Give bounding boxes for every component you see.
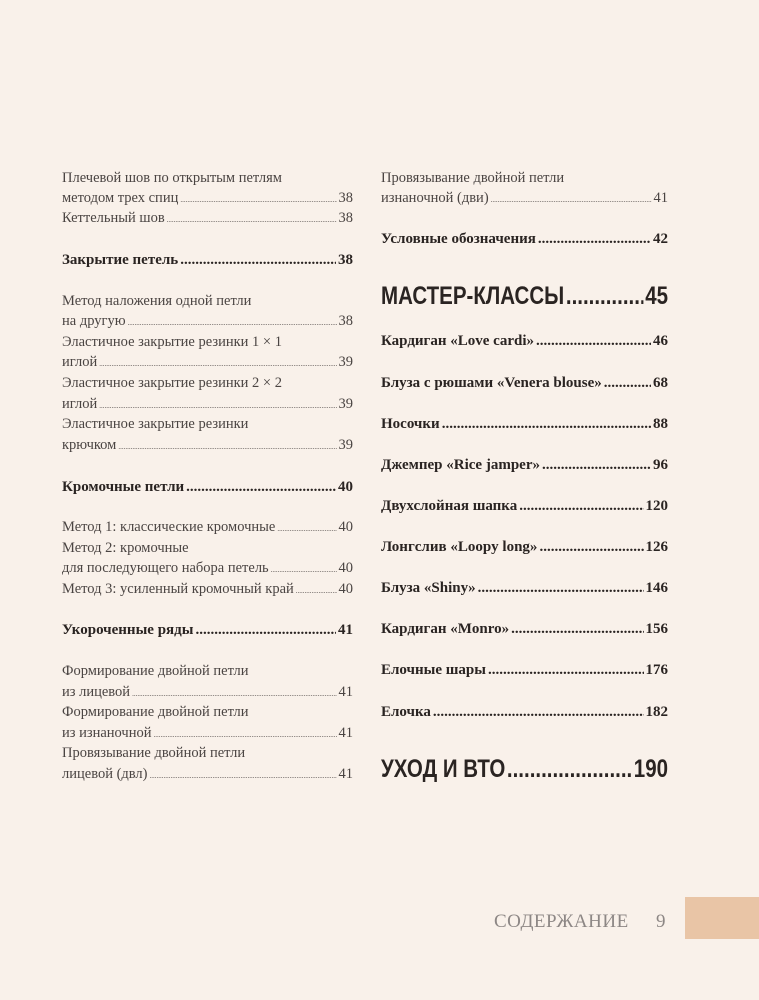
toc-entry-text: Формирование двойной петли <box>62 663 249 679</box>
toc-section[interactable] <box>381 333 668 350</box>
dot-leader <box>195 622 336 639</box>
toc-chapter[interactable] <box>381 755 668 784</box>
toc-page-number: 38 <box>338 190 353 206</box>
toc-chapter-title: МАСТЕР-КЛАССЫ <box>381 282 565 310</box>
toc-section-title: Блуза «Shiny» <box>381 580 476 596</box>
dot-leader <box>536 333 651 350</box>
toc-page-number: 88 <box>653 416 668 432</box>
dot-leader <box>566 282 644 311</box>
toc-page-number: 38 <box>338 210 353 226</box>
toc-page-number: 96 <box>653 457 668 473</box>
toc-entry-text: Формирование двойной петли <box>62 704 249 720</box>
toc-section-title: Закрытие петель <box>62 252 179 268</box>
dot-leader <box>491 190 652 207</box>
toc-entry-text: иглой <box>62 354 98 370</box>
toc-section[interactable] <box>381 662 668 679</box>
dot-leader <box>132 684 336 701</box>
toc-entry[interactable] <box>62 396 353 413</box>
toc-entry[interactable] <box>62 581 353 598</box>
toc-chapter[interactable] <box>381 282 668 311</box>
toc-entry[interactable] <box>62 560 353 577</box>
toc-page-number: 39 <box>338 354 353 370</box>
toc-entry-text: Провязывание двойной петли <box>62 745 246 761</box>
dot-leader <box>539 539 643 556</box>
toc-page-number: 41 <box>338 684 353 700</box>
dot-leader <box>507 755 632 784</box>
dot-leader <box>488 662 644 679</box>
toc-entry-text: Кеттельный шов <box>62 210 165 226</box>
toc-entry-text: Метод 3: усиленный кромочный край <box>62 581 294 597</box>
running-footer-title: СОДЕРЖАНИЕ <box>494 911 629 932</box>
toc-section[interactable] <box>381 231 668 248</box>
dot-leader <box>538 231 651 248</box>
dot-leader <box>99 396 336 413</box>
toc-page-number: 45 <box>645 282 668 310</box>
toc-entry[interactable] <box>62 354 353 371</box>
toc-entry-text: Метод 1: классические кромочные <box>62 519 276 535</box>
toc-section-title: Кардиган «Monro» <box>381 621 510 637</box>
page-number: 9 <box>656 911 666 932</box>
dot-leader <box>511 621 643 638</box>
toc-section-title: Блуза с рюшами «Venera blouse» <box>381 375 602 391</box>
toc-entry-text: крючком <box>62 437 117 453</box>
toc-page-number: 38 <box>338 313 353 329</box>
toc-section-title: Елочные шары <box>381 662 486 678</box>
dot-leader <box>118 437 336 454</box>
toc-entry[interactable] <box>381 190 668 207</box>
toc-page-number: 40 <box>338 581 353 597</box>
dot-leader <box>277 519 336 536</box>
toc-page-number: 126 <box>645 539 668 555</box>
toc-section[interactable] <box>381 416 668 433</box>
toc-page-number: 68 <box>653 375 668 391</box>
toc-page-number: 41 <box>338 622 353 638</box>
toc-entry[interactable] <box>62 210 353 227</box>
dot-leader <box>442 416 651 433</box>
toc-section-title: Кромочные петли <box>62 479 185 495</box>
toc-section-title: Носочки <box>381 416 440 432</box>
dot-leader <box>519 498 643 515</box>
toc-page-number: 41 <box>338 725 353 741</box>
page-tab-marker <box>685 897 759 939</box>
dot-leader <box>296 581 337 598</box>
toc-section[interactable] <box>381 704 668 721</box>
dot-leader <box>478 580 644 597</box>
toc-page-number: 120 <box>645 498 668 514</box>
dot-leader <box>186 479 336 496</box>
toc-section[interactable] <box>381 375 668 392</box>
toc-entry-text: для последующего набора петель <box>62 560 269 576</box>
toc-page-number: 42 <box>653 231 668 247</box>
toc-section[interactable] <box>62 479 353 496</box>
toc-page-number: 40 <box>338 519 353 535</box>
toc-section-title: Джемпер «Rice jamper» <box>381 457 540 473</box>
toc-entry[interactable] <box>62 519 353 536</box>
dot-leader <box>271 560 337 577</box>
toc-section[interactable] <box>381 621 668 638</box>
toc-section[interactable] <box>381 457 668 474</box>
toc-page-number: 40 <box>338 479 353 495</box>
dot-leader <box>604 375 651 392</box>
toc-entry-text: Метод 2: кромочные <box>62 540 189 556</box>
toc-section-title: Условные обозначения <box>381 231 536 247</box>
toc-entry-text: на другую <box>62 313 126 329</box>
toc-page-number: 41 <box>338 766 353 782</box>
toc-entry[interactable] <box>62 437 353 454</box>
toc-section[interactable] <box>62 252 353 269</box>
toc-entry[interactable] <box>62 684 353 701</box>
toc-page-number: 176 <box>645 662 668 678</box>
toc-page-number: 39 <box>338 396 353 412</box>
dot-leader <box>542 457 651 474</box>
toc-entry-text: Эластичное закрытие резинки 2 × 2 <box>62 375 282 391</box>
toc-entry-text: Провязывание двойной петли <box>381 170 565 186</box>
toc-entry-text: Метод наложения одной петли <box>62 293 252 309</box>
toc-section[interactable] <box>381 580 668 597</box>
toc-page-number: 146 <box>645 580 668 596</box>
toc-entry-text: методом трех спиц <box>62 190 179 206</box>
dot-leader <box>180 252 336 269</box>
toc-entry[interactable] <box>62 313 353 330</box>
toc-entry-text: лицевой (двл) <box>62 766 148 782</box>
toc-page-number: 182 <box>645 704 668 720</box>
toc-entry-text: изнаночной (дви) <box>381 190 489 206</box>
toc-entry[interactable] <box>62 190 353 207</box>
toc-page-number: 190 <box>633 755 668 783</box>
toc-page-number: 39 <box>338 437 353 453</box>
toc-entry-text: Эластичное закрытие резинки <box>62 416 249 432</box>
toc-section-title: Лонгслив «Loopy long» <box>381 539 538 555</box>
dot-leader <box>433 704 644 721</box>
toc-entry[interactable] <box>62 766 353 783</box>
toc-section[interactable] <box>381 539 668 556</box>
dot-leader <box>99 354 336 371</box>
toc-entry-text: Плечевой шов по открытым петлям <box>62 170 282 186</box>
toc-page-number: 46 <box>653 333 668 349</box>
toc-chapter-title: УХОД И ВТО <box>381 755 506 783</box>
dot-leader <box>128 313 337 330</box>
toc-entry-text: из лицевой <box>62 684 131 700</box>
toc-section-title: Кардиган «Love cardi» <box>381 333 534 349</box>
toc-section-title: Двухслойная шапка <box>381 498 518 514</box>
toc-page-number: 41 <box>653 190 668 206</box>
toc-entry-text: из изнаночной <box>62 725 152 741</box>
toc-section-title: Укороченные ряды <box>62 622 194 638</box>
dot-leader <box>167 210 337 227</box>
toc-entry[interactable] <box>62 725 353 742</box>
dot-leader <box>180 190 336 207</box>
dot-leader <box>154 725 337 742</box>
toc-page-number: 40 <box>338 560 353 576</box>
toc-section[interactable] <box>381 498 668 515</box>
toc-section-title: Елочка <box>381 704 431 720</box>
toc-entry-text: Эластичное закрытие резинки 1 × 1 <box>62 334 282 350</box>
toc-section[interactable] <box>62 622 353 639</box>
toc-page-number: 38 <box>338 252 353 268</box>
toc-page-number: 156 <box>645 621 668 637</box>
dot-leader <box>150 766 337 783</box>
toc-entry-text: иглой <box>62 396 98 412</box>
